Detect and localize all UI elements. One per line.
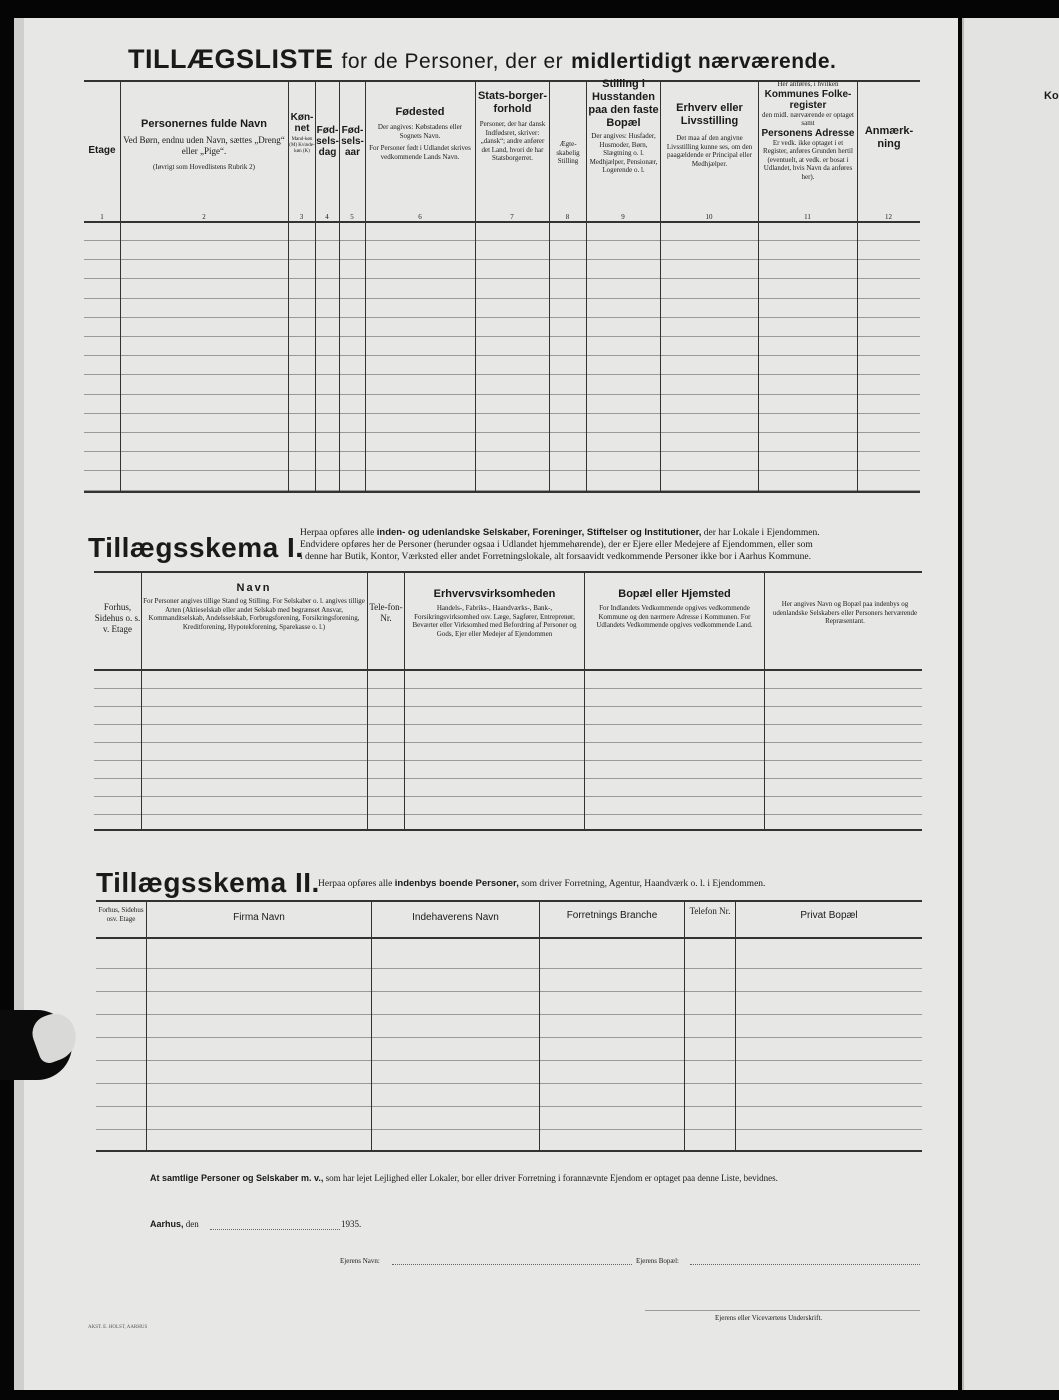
skema1-bottom-border (94, 829, 922, 831)
s2-col-divider (684, 900, 685, 1152)
s1-header-telefon: Tele-fon-Nr. (369, 602, 403, 623)
title-end: midlertidigt nærværende. (571, 50, 837, 73)
form-page (14, 18, 958, 1390)
header-fodselsaar: Fød-sels-aar (341, 125, 364, 158)
header-fodselsdag: Fød-sels-dag (316, 125, 339, 158)
owner-address-line[interactable] (690, 1264, 920, 1265)
s1-header-navn: Navn For Personer angives tillige Stand og Stilling. For Selskaber o. l. angives tillige Arten (Aktieselskab eller andet Selskab med begrænset Ansvar, Kommanditselskab, Andelsselskab, Forbrugsforening, Forsikringsforening, Kreditforening, Hypotekforening, Sparekasse o. l.) (143, 582, 365, 631)
table-row-line (96, 1083, 922, 1084)
header-aegteskab: Ægte-skabelig Stilling (556, 140, 580, 165)
printer-stamp: AKST. E. HOLST, AARHUS (88, 1325, 148, 1330)
col-number: 12 (885, 213, 892, 221)
table-row-line (84, 374, 920, 375)
table-row-line (84, 394, 920, 395)
table-row-line (84, 298, 920, 299)
skema1-intro: Herpaa opføres alle inden- og udenlandske Selskaber, Foreninger, Stiftelser og Institutioner, der har Lokale i Ejendommen. Endvidere opføres her de Personer (herunder ogsaa i Udlandet hjemmehørende), der er Ejere eller Medejere af Ejendommen, eller som i denne har Butik, Kontor, Værksted eller andet Forretningslokale, alt forsaavidt vedkommende Personer ikke bor i Aarhus Kommune. (300, 527, 820, 562)
col-divider (586, 80, 587, 493)
date-line[interactable] (210, 1229, 340, 1230)
table-row-line (96, 968, 922, 969)
col-number: 10 (705, 213, 713, 221)
header-anmaerkning: Anmærk-ning (864, 125, 914, 150)
header-folkeregister: Her anføres, i hvilken Kommunes Folke-register den midl. nærværende er optaget samt Personens Adresse Er vedk. ikke optaget i et Register, anføres Grunden hertil (eventuelt, at vedk. er bosat i Udlandet, hvis Navn da anføres her). (761, 80, 855, 181)
year: 1935. (341, 1219, 362, 1229)
skema2-top-border (96, 900, 922, 902)
header-erhverv: Erhverv eller Livsstilling Det maa af den angivne Livsstilling kunne ses, om den paagældende er Principal eller Medhjælper. (666, 102, 753, 168)
s2-header-etage: Forhus, Sidehus osv. Etage (98, 906, 144, 923)
skema2-intro: Herpaa opføres alle indenbys boende Personer, som driver Forretning, Agentur, Haandværk o. l. i Ejendommen. (318, 878, 766, 889)
col-divider (475, 80, 476, 493)
table-row-line (94, 706, 922, 707)
col-divider (365, 80, 366, 493)
table-row-line (94, 688, 922, 689)
owner-name-line[interactable] (392, 1264, 632, 1265)
header-fodested: Fødested Der angives: Købstadens eller Sognets Navn. For Personer født i Udlandet skrives vedkommende Lands Navn. (369, 106, 471, 161)
table-row-line (84, 240, 920, 241)
signature-label: Ejerens eller Viceværtens Underskrift. (715, 1314, 823, 1322)
attestation-statement: At samtlige Personer og Selskaber m. v., som har lejet Lejlighed eller Lokaler, bor eller driver Forretning i forannævnte Ejendom er optaget paa denne Liste, bevidnes. (150, 1173, 778, 1183)
col-divider (758, 80, 759, 493)
table-row-line (84, 317, 920, 318)
list-title (128, 44, 836, 75)
city-date: Aarhus, den (150, 1219, 199, 1229)
table-row-line (84, 413, 920, 414)
table-row-line (84, 278, 920, 279)
table-row-line (94, 778, 922, 779)
s2-header-indehaver: Indehaverens Navn (412, 912, 499, 923)
s1-col-divider (764, 571, 765, 831)
col-number: 5 (350, 213, 354, 221)
header-statsborger: Stats-borger-forhold Personer, der har dansk Indfødsret, skriver: „dansk“; andre anfører det Land, hvori de har Statsborgerret. (477, 90, 548, 162)
col-number: 4 (325, 213, 329, 221)
s2-col-divider (539, 900, 540, 1152)
header-navn: Personernes fulde Navn Ved Børn, endnu uden Navn, sættes „Dreng“ eller „Pige“. (Iøvrigt som Hovedlistens Rubrik 2) (123, 118, 285, 171)
col-number: 6 (418, 213, 422, 221)
s2-header-branche: Forretnings Branche (566, 910, 658, 921)
col-number: 7 (510, 213, 514, 221)
table-row-line (94, 742, 922, 743)
col-divider (660, 80, 661, 493)
next-page-fragment: Ko (1044, 90, 1059, 102)
s1-col-divider (404, 571, 405, 831)
s1-header-etage: Forhus, Sidehus o. s. v. Etage (94, 602, 141, 634)
s1-header-bopael: Bopæl eller Hjemsted For Indlandets Vedkommende opgives vedkommende Kommune og den nærmere Adresse i Kommunen. For Udlandets Vedkommende opgives vedkommende Land. (596, 588, 753, 629)
col-number: 2 (202, 213, 206, 221)
next-page-edge (962, 18, 1059, 1390)
table-row-line (94, 796, 922, 797)
header-stilling: Stilling i Husstanden paa den faste Bopæl Der angives: Husfader, Husmoder, Børn, Slægtning o. l. Medhjælper, Pensionær, Logerende o. l. (588, 78, 659, 174)
table-row-line (96, 1014, 922, 1015)
table-row-line (84, 451, 920, 452)
owner-address-label: Ejerens Bopæl: (636, 1257, 679, 1265)
table-row-line (84, 490, 920, 491)
signature-line[interactable] (645, 1310, 920, 1311)
table-row-line (84, 336, 920, 337)
skema2-title: Tillægsskema II. (96, 867, 320, 898)
header-etage: Etage (88, 145, 116, 156)
skema1-title: Tillægsskema I. (88, 532, 304, 563)
s1-header-repraesentant: Her angives Navn og Bopæl paa indenbys og udenlandske Selskabers eller Personers herværende Repræsentant. (772, 600, 918, 625)
list-header-border (84, 221, 920, 223)
header-konnet: Køn-net Mand-køn (M) Kvinde-køn (K) (289, 112, 315, 154)
table-row-line (94, 760, 922, 761)
col-number: 11 (804, 213, 811, 221)
s2-col-divider (371, 900, 372, 1152)
table-row-line (84, 259, 920, 260)
s2-header-telefon: Telefon Nr. (689, 906, 731, 916)
table-row-line (84, 432, 920, 433)
table-row-line (94, 814, 922, 815)
title-mid: for de Personer, der er (341, 50, 564, 73)
s1-header-erhverv: Erhvervsvirksomheden Handels-, Fabriks-, Haandværks-, Bank-, Forsikringsvirksomhed osv. Læge, Sagfører, Entreprenør, Beværter eller Virksomhed med Befordring af Personer og Gods, Ejer eller Medejer af Ejendommen (412, 588, 577, 638)
s2-col-divider (735, 900, 736, 1152)
col-number: 9 (621, 213, 625, 221)
col-number: 8 (565, 213, 570, 221)
s1-col-divider (584, 571, 585, 831)
s2-col-divider (146, 900, 147, 1152)
table-row-line (96, 1129, 922, 1130)
skema2-header-border (96, 937, 922, 939)
col-divider (120, 80, 121, 493)
list-bottom-border (84, 491, 920, 493)
skema2-bottom-border (96, 1150, 922, 1152)
table-row-line (84, 470, 920, 471)
table-row-line (96, 1037, 922, 1038)
table-row-line (94, 724, 922, 725)
col-divider (857, 80, 858, 493)
s2-header-firma: Firma Navn (233, 912, 285, 923)
s2-header-privat-bopael: Privat Bopæl (800, 910, 858, 921)
s1-col-divider (141, 571, 142, 831)
table-row-line (84, 355, 920, 356)
title-main: TILLÆGSLISTE (128, 44, 334, 74)
table-row-line (96, 1060, 922, 1061)
owner-name-label: Ejerens Navn: (340, 1257, 380, 1265)
skema1-top-border (94, 571, 922, 573)
table-row-line (96, 1106, 922, 1107)
table-row-line (96, 991, 922, 992)
col-number: 3 (299, 213, 304, 221)
skema1-header-border (94, 669, 922, 671)
col-number: 1 (100, 213, 104, 221)
